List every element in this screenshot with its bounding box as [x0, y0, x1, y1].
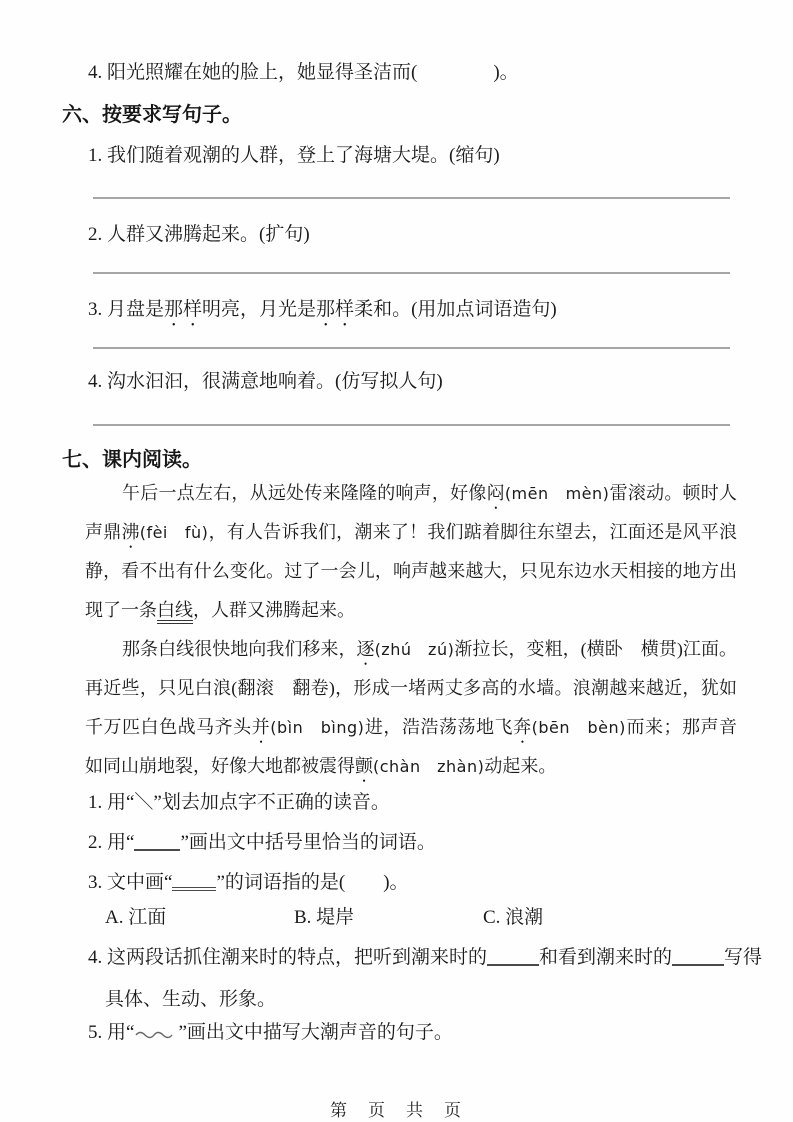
passage-text: 而来；那声音: [625, 717, 738, 737]
passage-text: ，人群又沸腾起来。: [193, 600, 355, 620]
page-footer: 第 页 共 页: [330, 1101, 463, 1120]
passage-text: 动起来。: [484, 756, 557, 776]
blank-solid-line: [487, 949, 539, 966]
passage-line: [85, 513, 737, 552]
option-b: B. 堤岸: [294, 907, 355, 928]
question-text: ”画出文中描写大潮声音的句子。: [178, 1022, 453, 1043]
question-item-7-4-continued: 具体、生动、形象。: [105, 989, 277, 1010]
passage-line: [85, 708, 737, 747]
passage-text: 午后一点左右，从远处传来隆隆的响声，好像: [122, 483, 487, 503]
passage-line: [85, 747, 737, 786]
passage-text: 进，浩浩荡荡地飞: [364, 717, 514, 737]
question-text: 柔和。(用加点词语造句): [354, 299, 557, 320]
question-item-7-3: [88, 870, 409, 896]
question-item-7-1: 1. 用“＼”划去加点字不正确的读音。: [88, 792, 390, 813]
question-text: ”画出文中括号里恰当的词语。: [180, 832, 436, 853]
pinyin-hint: (mēn mèn): [504, 484, 610, 503]
emphasized-chars: 闷: [486, 483, 505, 503]
emphasized-chars: 那样: [164, 299, 203, 320]
question-item-7-4: [88, 945, 762, 971]
answer-options-row: [105, 905, 672, 931]
blank-solid-line: [672, 949, 724, 966]
passage-text: ，有人告诉我们，潮来了！我们踮着脚往东望去，江面还是风平浪: [208, 522, 738, 542]
passage-text: 声鼎: [85, 522, 122, 542]
wavy-line-icon: [134, 1029, 178, 1039]
section-heading-7: 七、课内阅读。: [62, 449, 202, 471]
passage-line: [85, 474, 737, 513]
emphasized-chars: 颤: [355, 756, 373, 776]
emphasized-chars: 逐: [356, 639, 375, 659]
blank-double-line: [172, 872, 216, 891]
passage-text: 雷滚动。顿时人: [609, 483, 738, 503]
answer-line: [93, 197, 730, 199]
passage-text: 那条白线很快地向我们移来，: [122, 639, 357, 659]
section-heading-6: 六、按要求写句子。: [62, 104, 242, 126]
question-text: ”的词语指的是( )。: [216, 872, 409, 893]
question-item-7-2: [88, 830, 436, 856]
question-item-6-3: [88, 297, 557, 331]
reading-passage: [85, 474, 737, 786]
question-text: 写得: [724, 947, 763, 968]
question-text: 和看到潮来时的: [539, 947, 673, 968]
answer-line: [93, 272, 730, 274]
question-item-5-4: 4. 阳光照耀在她的脸上，她显得圣洁而( )。: [88, 62, 519, 83]
passage-text: 千万匹白色战马齐头: [85, 717, 252, 737]
passage-text: 再近些，只见白浪(翻滚 翻卷)，形成一堵两丈多高的水墙。浪潮越来越近，犹如: [85, 678, 737, 698]
question-text: 2. 用“: [88, 832, 135, 853]
question-item-6-4: 4. 沟水汩汩，很满意地响着。(仿写拟人句): [88, 371, 443, 392]
passage-text: 如同山崩地裂，好像大地都被震得: [85, 756, 355, 776]
passage-line: [85, 552, 737, 591]
emphasized-chars: 奔: [513, 717, 532, 737]
question-text: 3. 月盘是: [88, 299, 165, 320]
question-text: 3. 文中画“: [88, 872, 173, 893]
pinyin-hint: (bìn bìng): [270, 718, 365, 737]
question-item-6-2: 2. 人群又沸腾起来。(扩句): [88, 224, 310, 245]
passage-text: 静，看不出有什么变化。过了一会儿，响声越来越大，只见东边水天相接的地方出: [85, 561, 737, 581]
passage-text: 现了一条: [85, 600, 157, 620]
option-a: A. 江面: [105, 907, 167, 928]
passage-line: [85, 669, 737, 708]
option-c: C. 浪潮: [483, 907, 544, 928]
blank-solid-line: [134, 834, 180, 851]
pinyin-hint: (bēn bèn): [531, 718, 626, 737]
double-underlined-term: 白线: [157, 600, 193, 624]
passage-text: 渐拉长，变粗，(横卧 横贯)江面。: [454, 639, 737, 659]
question-text: 明亮，月光是: [202, 299, 317, 320]
question-text: 4. 这两段话抓住潮来时的特点，把听到潮来时的: [88, 947, 488, 968]
question-item-7-5: [88, 1020, 453, 1046]
emphasized-chars: 沸: [121, 522, 140, 542]
emphasized-chars: 那样: [316, 299, 355, 320]
pinyin-hint: (fèi fù): [139, 523, 209, 542]
answer-line: [93, 347, 730, 349]
question-item-6-1: 1. 我们随着观潮的人群，登上了海塘大堤。(缩句): [88, 145, 500, 166]
question-text: 5. 用“: [88, 1022, 135, 1043]
passage-line: [85, 591, 737, 630]
passage-line: [85, 630, 737, 669]
pinyin-hint: (chàn zhàn): [373, 757, 485, 776]
emphasized-chars: 并: [251, 717, 271, 737]
answer-line: [93, 424, 730, 426]
pinyin-hint: (zhú zú): [374, 640, 455, 659]
